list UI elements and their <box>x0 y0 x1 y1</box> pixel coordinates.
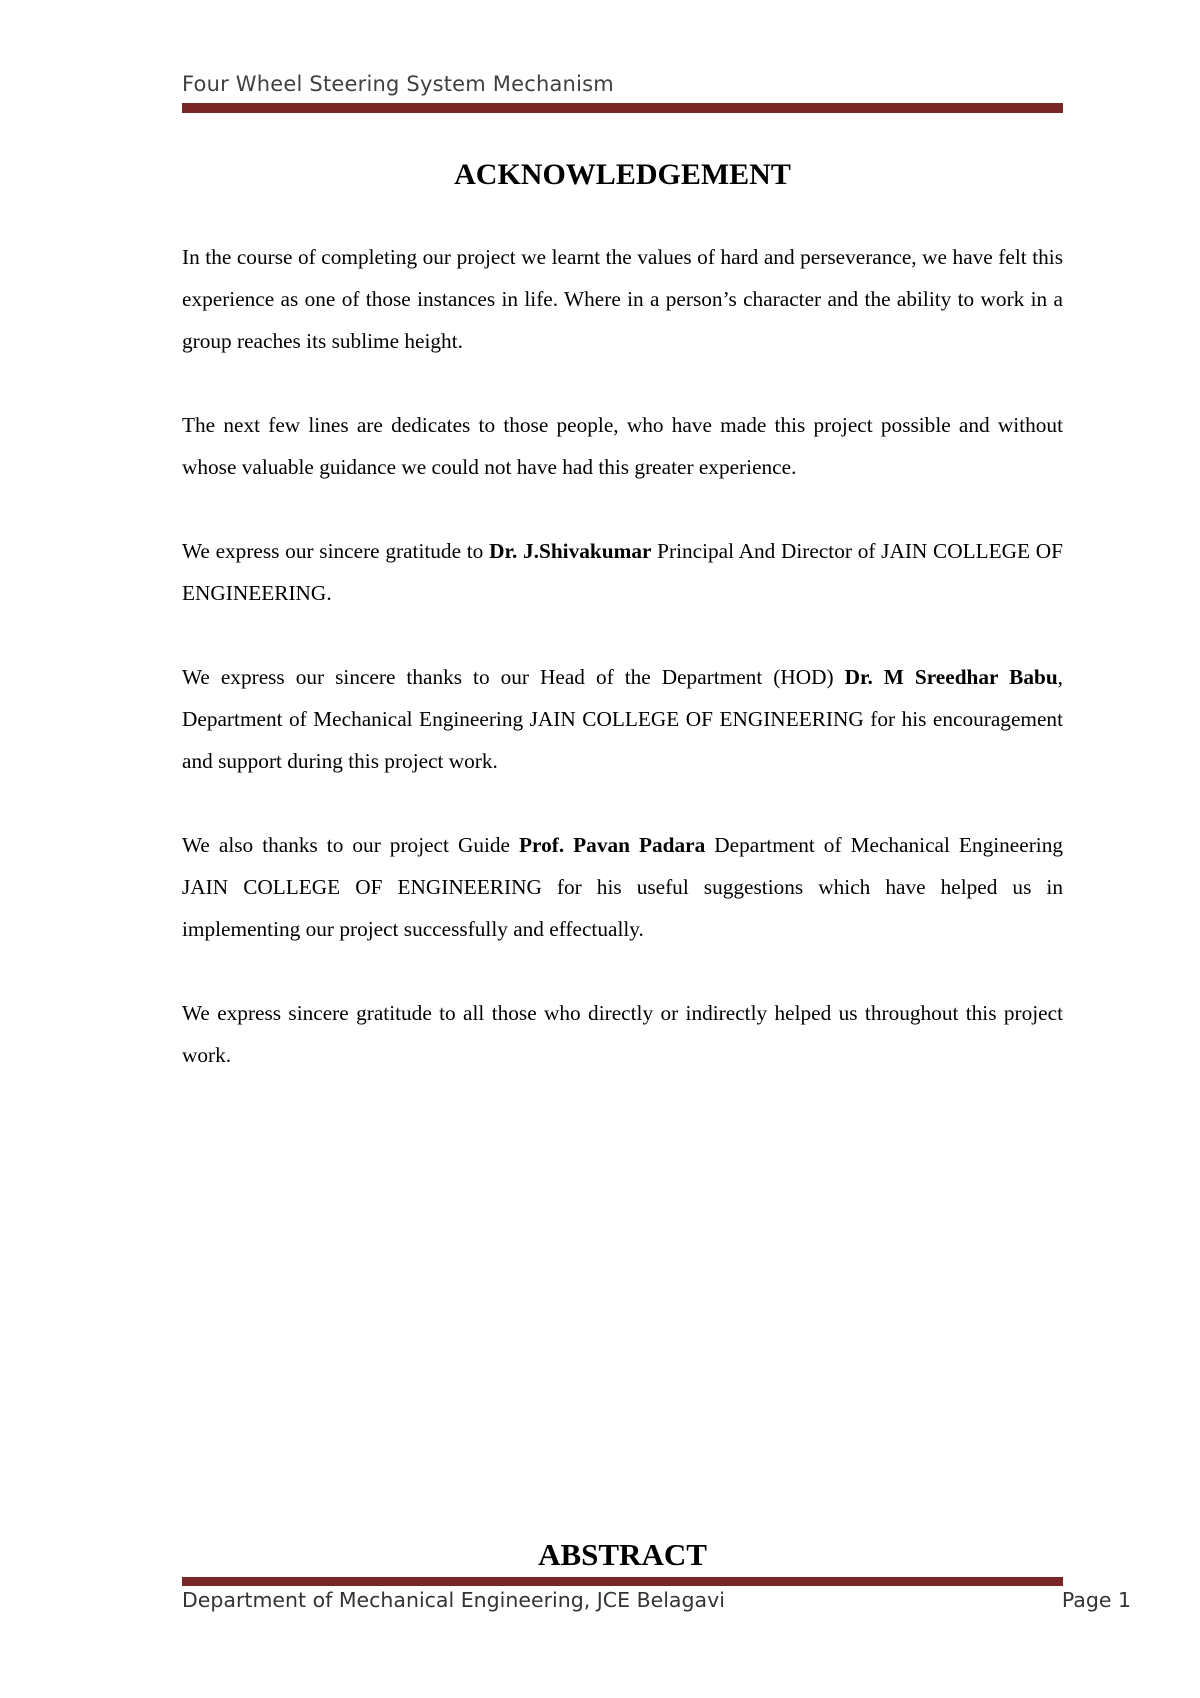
paragraph-3 <box>182 530 1063 614</box>
footer-rule <box>182 1577 1063 1586</box>
paragraph-6: We express sincere gratitude to all those who directly or indirectly helped us throughout this project work. <box>182 1001 1063 1067</box>
guide-name: Prof. Pavan Padara <box>519 833 706 857</box>
paragraph-5-text-after: Department of Mechanical Engineering JAIN COLLEGE OF ENGINEERING for his useful suggestions which have helped us in implementing our project successfully and effectually. <box>182 833 1063 941</box>
acknowledgement-heading: ACKNOWLEDGEMENT <box>454 158 791 191</box>
page-number: Page 1 <box>1061 1588 1131 1612</box>
paragraph-3-text-before: We express our sincere gratitude to <box>182 539 490 563</box>
acknowledgement-body <box>182 236 1063 1118</box>
paragraph-4 <box>182 656 1063 782</box>
paragraph-5-text-before: We also thanks to our project Guide <box>182 833 520 857</box>
paragraph-4-text-after: , Department of Mechanical Engineering JAIN COLLEGE OF ENGINEERING for his encouragement and support during this project work. <box>182 665 1063 773</box>
paragraph-3-text-after: Principal And Director of JAIN COLLEGE OF ENGINEERING. <box>182 539 1063 605</box>
paragraph-4-text-before: We express our sincere thanks to our Head of the Department (HOD) <box>182 665 845 689</box>
abstract-heading: ABSTRACT <box>538 1537 707 1572</box>
paragraph-1: In the course of completing our project we learnt the values of hard and perseverance, we have felt this experience as one of those instances in life. Where in a person’s character and the ability to work in a group reaches its sublime height. <box>182 245 1063 353</box>
paragraph-5 <box>182 824 1063 950</box>
footer-department: Department of Mechanical Engineering, JCE Belagavi <box>182 1588 725 1612</box>
header-rule <box>182 103 1063 113</box>
hod-name: Dr. M Sreedhar Babu <box>844 665 1058 689</box>
principal-name: Dr. J.Shivakumar <box>489 539 652 563</box>
running-header-title: Four Wheel Steering System Mechanism <box>182 72 614 96</box>
paragraph-2: The next few lines are dedicates to those people, who have made this project possible and without whose valuable guidance we could not have had this greater experience. <box>182 413 1063 479</box>
